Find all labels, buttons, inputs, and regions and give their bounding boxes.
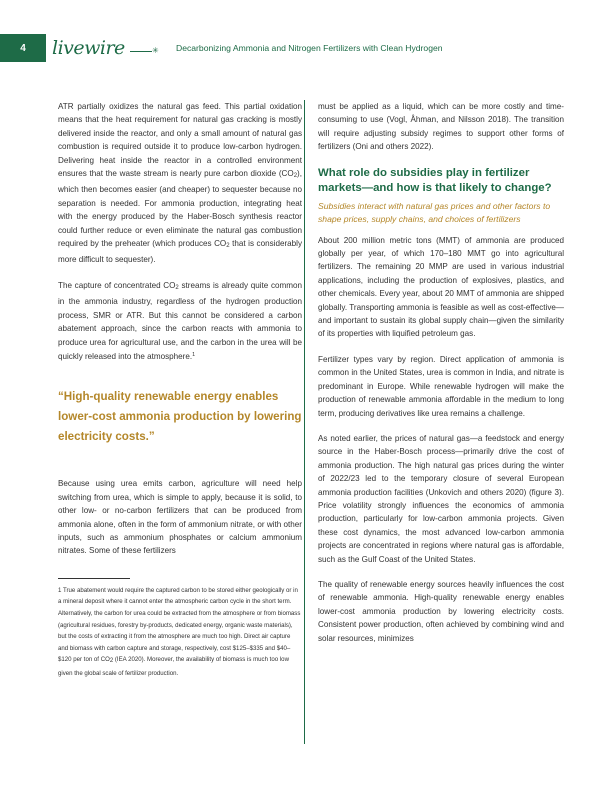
running-title: Decarbonizing Ammonia and Nitrogen Fertilizers with Clean Hydrogen [176,43,443,53]
page-number: 4 [0,34,46,62]
livewire-logo [52,37,162,59]
left-column [58,100,302,692]
logo-underline [130,51,152,52]
paragraph: About 200 million metric tons (MMT) of ammonia are produced globally per year, of which 170–180 MMT go into agricultural fertilizers. The remaining 20 MMP are used in various industrial applications, including the production of explosives, plastics, and other chemicals. Every year, about 20 MMT of ammonia are shipped globally. Transporting ammonia is feasible as well as cost-effective—and important to sustain its global supply chain—given the similarity of its properties with liquified petroleum gas. [318,235,564,339]
logo-spark-icon: ✳ [152,46,159,55]
paragraph: ATR partially oxidizes the natural gas feed. This partial oxidation means that the heat requirement for natural gas cracking is mostly delivered inside the reactor, and only a small amount of natural gas combustion is required outside it to produce low-carbon hydrogen. Delivering heat inside the reactor in a controlled environment ensures that the waste stream is nearly pure carbon dioxide $(CO_2)$, which then becomes easier (and cheaper) to sequester because no separation is needed. For ammonia production, integrating heat with the energy produced by the Haber-Bosch synthesis reactor could further reduce or even eliminate the natural gas combustion required by the preheater (which produces $CO_2$ that is considerably more difficult to sequester). [58,102,302,265]
paragraph: As noted earlier, the prices of natural gas—a feedstock and energy source in the Haber-Bosch process—primarily drive the cost of ammonia production. The high natural gas prices during the winter of 2022/23 led to the temporary closure of several European ammonia production facilities (Unkovich and others 2020) (figure 3). Price volatility strongly influences the economics of ammonia production, particularly for low-carbon ammonia projects. Given these cost dynamics, the most advanced low-carbon ammonia projects are concentrated in regions where natural gas is affordable, such as the Gulf Coast of the United States. [318,433,564,564]
page-header [0,34,612,62]
paragraph: must be applied as a liquid, which can be more costly and time-consuming to use (Vogl, Åhman, and Nilsson 2018). The transition will require adjusting subsidy regimes to support other forms of fertilizers (Oni and others 2022). [318,102,564,152]
paragraph: The capture of concentrated $CO_2$ streams is already quite common in the ammonia industry, regardless of the hydrogen production process, SMR or ATR. But this cannot be considered a carbon abatement approach, since the carbon reacts with ammonia to produce urea for agricultural use, and the carbon in the urea will be quickly released into the atmosphere.$^1$ [58,280,302,361]
right-column [318,100,564,657]
footnote-divider [58,578,130,579]
paragraph: Fertilizer types vary by region. Direct application of ammonia is common in the United States, urea is common in India, and nitrate is predominant in Europe. While renewable hydrogen will make the production of renewable ammonia affordable in the medium to long term, producing derivatives like urea remains a challenge. [318,354,564,418]
paragraph: Because using urea emits carbon, agriculture will need help switching from urea, which is simple to apply, because it is solid, to other low- or no-carbon fertilizers that can be produced from ammonia alone, often in the form of ammonium nitrate, or with other inputs, such as ammonium phosphates or calcium ammonium nitrates. Some of these fertilizers [58,479,302,556]
paragraph: The quality of renewable energy sources heavily influences the cost of renewable ammonia. High-quality renewable energy enables lower-cost ammonia production by lowering electricity costs. Consistent power production, often achieved by combining wind and solar resources, minimizes [318,579,564,643]
section-subheading: Subsidies interact with natural gas prices and other factors to shape prices, supply chains, and choices of fertilizers [318,200,551,224]
footnote-ref[interactable]: 1 [192,351,196,358]
logo-wordmark: livewire [52,37,125,59]
column-divider [304,100,305,744]
pull-quote: “High-quality renewable energy enables lower-cost ammonia production by lowering electricity costs.” [58,390,302,444]
section-heading: What role do subsidies play in fertilizer markets—and how is that likely to change? [318,166,552,194]
footnote: 1 True abatement would require the captured carbon to be stored either geologically or in a mineral deposit where it cannot enter the atmospheric carbon cycle in the short term. Alternatively, the carbon for urea could be extracted from the atmosphere or from biomass (agricultural residues, forestry by-products, dedicated energy, organic waste materials), but the costs of extracting it from the atmosphere are much too high. Direct air capture and biomass with carbon capture and storage, respectively, cost $125–$335 and $40–$120 per ton of $CO_2$ (IEA 2020). Moreover, the availability of biomass is much too low given the global scale of fertilizer production. [58,586,301,677]
